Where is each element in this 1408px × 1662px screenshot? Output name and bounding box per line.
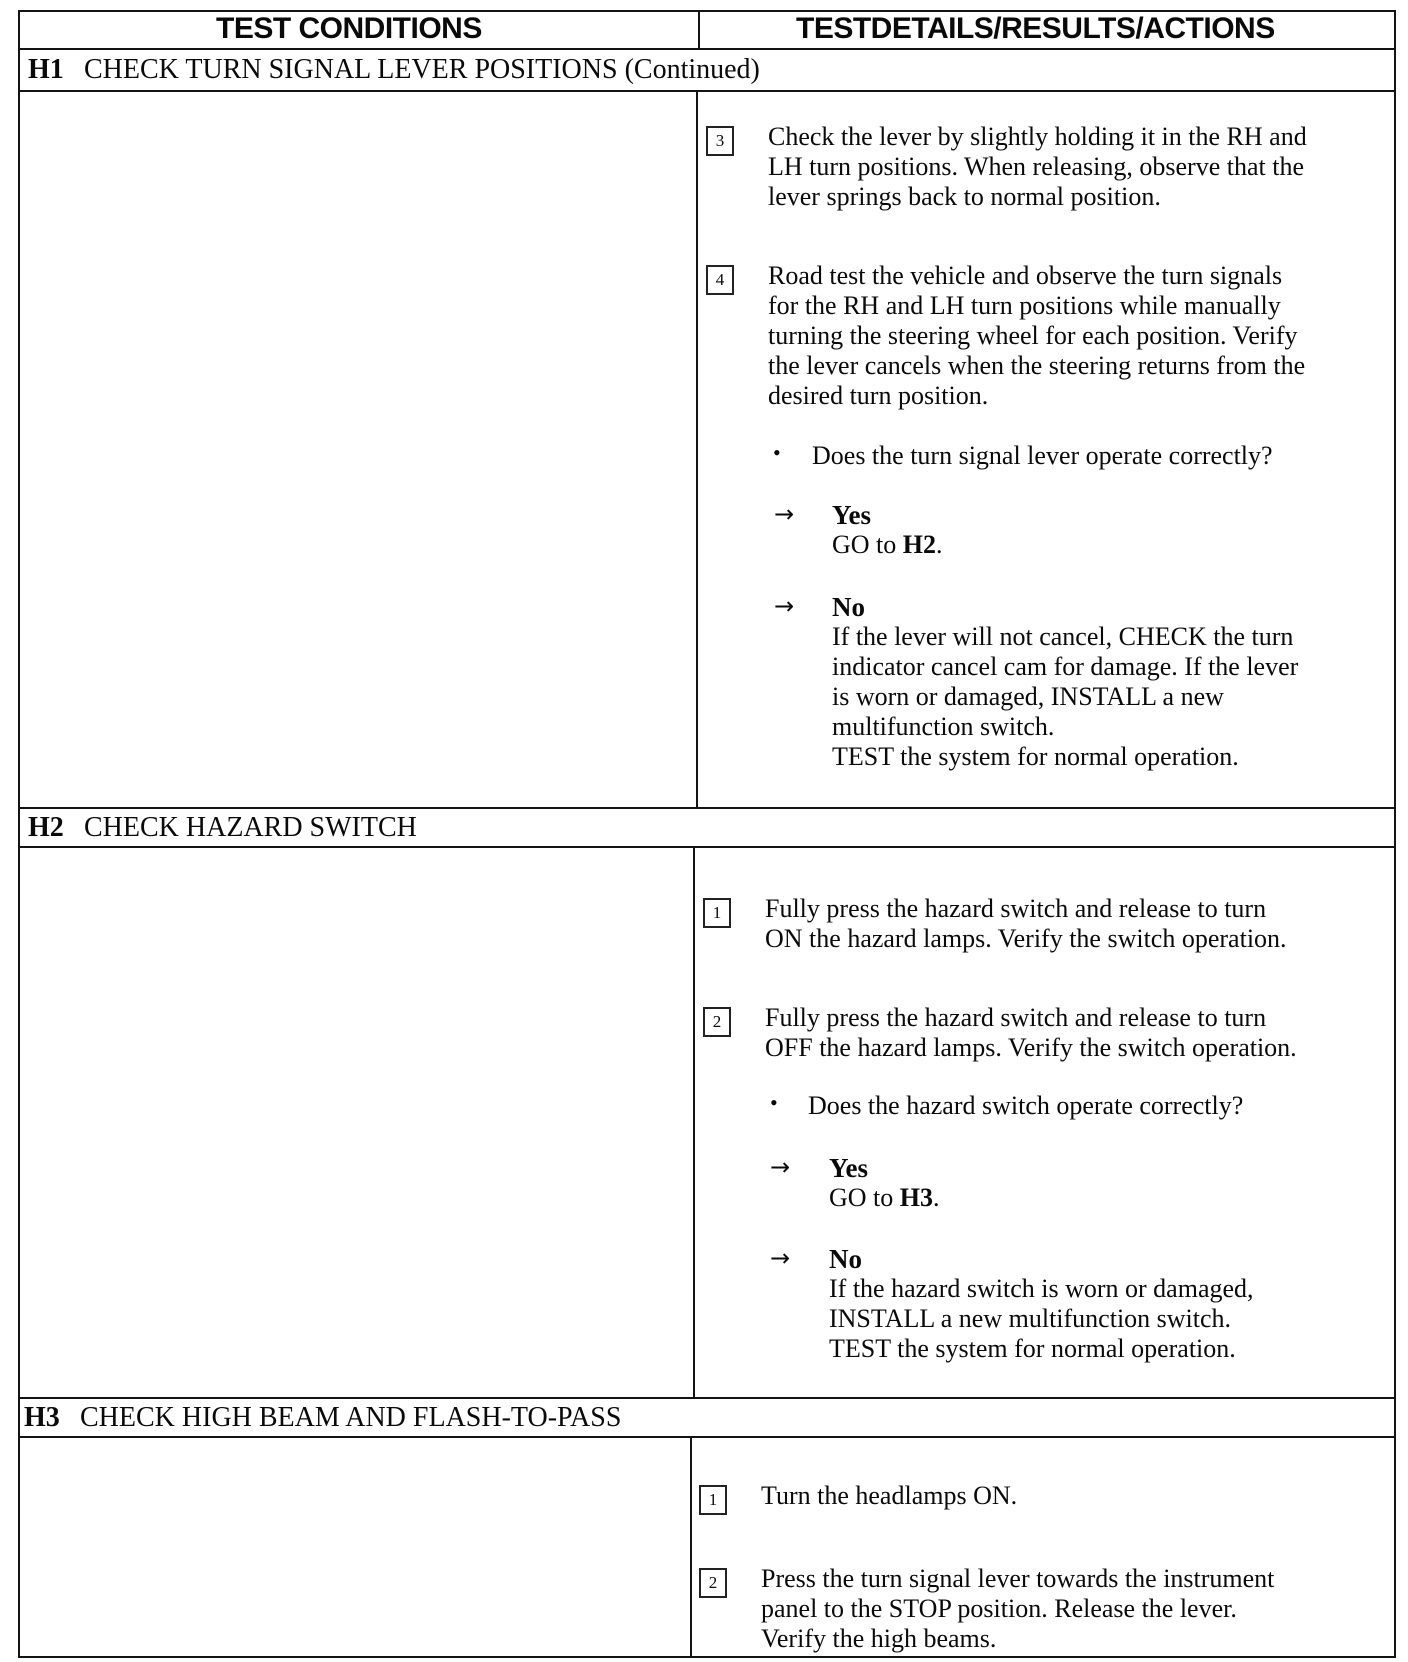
go-to-text [832,530,943,560]
step-number: 2 [703,1007,731,1037]
step-number: 4 [706,265,734,295]
section-title-h3 [24,1402,621,1434]
section-id: H2 [28,812,64,843]
line: TEST the system for normal operation. [829,1334,1236,1363]
header-test-details: TESTDETAILS/RESULTS/ACTIONS [796,12,1275,45]
line: desired turn position. [768,381,989,410]
go-to-target: H2 [902,530,937,559]
line: the lever cancels when the steering returns from the [768,351,1306,380]
line: Fully press the hazard switch and release to turn [765,1003,1267,1032]
line: Press the turn signal lever towards the instrument [761,1564,1275,1593]
line: Turn the headlamps ON. [761,1481,1018,1510]
result-yes-h1 [832,500,943,560]
yes-label: Yes [832,500,871,530]
result-no-h2 [829,1244,1254,1364]
result-yes-h2 [829,1153,940,1213]
go-to-suffix: . [933,1183,940,1212]
no-label: No [832,592,865,622]
line: multifunction switch. [832,712,1055,741]
step-number: 3 [706,126,734,156]
header-test-conditions: TEST CONDITIONS [216,12,482,45]
go-to-suffix: . [936,530,943,559]
line: is worn or damaged, INSTALL a new [832,682,1224,711]
step-text [768,122,1307,212]
section-title-h2 [28,812,417,844]
go-to-target: H3 [899,1183,934,1212]
line: If the hazard switch is worn or damaged, [829,1274,1254,1303]
step-text [761,1564,1274,1654]
line: panel to the STOP position. Release the lever. [761,1594,1237,1623]
step-number: 1 [699,1485,727,1515]
line: If the lever will not cancel, CHECK the turn [832,622,1294,651]
bullet-icon: • [770,1090,778,1115]
line: indicator cancel cam for damage. If the lever [832,652,1299,681]
section-title: CHECK HAZARD SWITCH [84,812,417,843]
question-h2: Does the hazard switch operate correctly? [808,1091,1244,1120]
arrow-right-icon: → [774,500,795,528]
line: Fully press the hazard switch and release to turn [765,894,1267,923]
yes-label: Yes [829,1153,868,1183]
step-text [768,261,1305,411]
section-title: CHECK HIGH BEAM AND FLASH-TO-PASS [80,1402,622,1433]
section-title-h1 [28,54,760,86]
line: TEST the system for normal operation. [832,742,1239,771]
step-number: 1 [703,898,731,928]
line: LH turn positions. When releasing, observe that the [768,152,1305,181]
line: OFF the hazard lamps. Verify the switch operation. [765,1033,1297,1062]
line: ON the hazard lamps. Verify the switch operation. [765,924,1287,953]
step-text [765,1003,1297,1063]
line: Check the lever by slightly holding it in the RH and [768,122,1307,151]
go-to-prefix: GO to [829,1183,900,1212]
no-label: No [829,1244,862,1274]
line: turning the steering wheel for each position. Verify [768,321,1298,350]
line: Road test the vehicle and observe the turn signals [768,261,1283,290]
line: Verify the high beams. [761,1624,997,1653]
go-to-text [829,1183,940,1213]
step-text [765,894,1287,954]
go-to-prefix: GO to [832,530,903,559]
result-no-h1 [832,592,1298,772]
line: for the RH and LH turn positions while manually [768,291,1281,320]
step-text [761,1481,1017,1511]
line: INSTALL a new multifunction switch. [829,1304,1232,1333]
line: lever springs back to normal position. [768,182,1161,211]
arrow-right-icon: → [770,1244,791,1272]
question-h1: Does the turn signal lever operate correctly? [812,441,1273,470]
bullet-icon: • [773,440,781,465]
arrow-right-icon: → [774,592,795,620]
section-id: H1 [28,54,64,85]
step-number: 2 [699,1568,727,1598]
arrow-right-icon: → [770,1153,791,1181]
section-title: CHECK TURN SIGNAL LEVER POSITIONS (Continued) [84,54,760,85]
section-id: H3 [24,1402,60,1433]
